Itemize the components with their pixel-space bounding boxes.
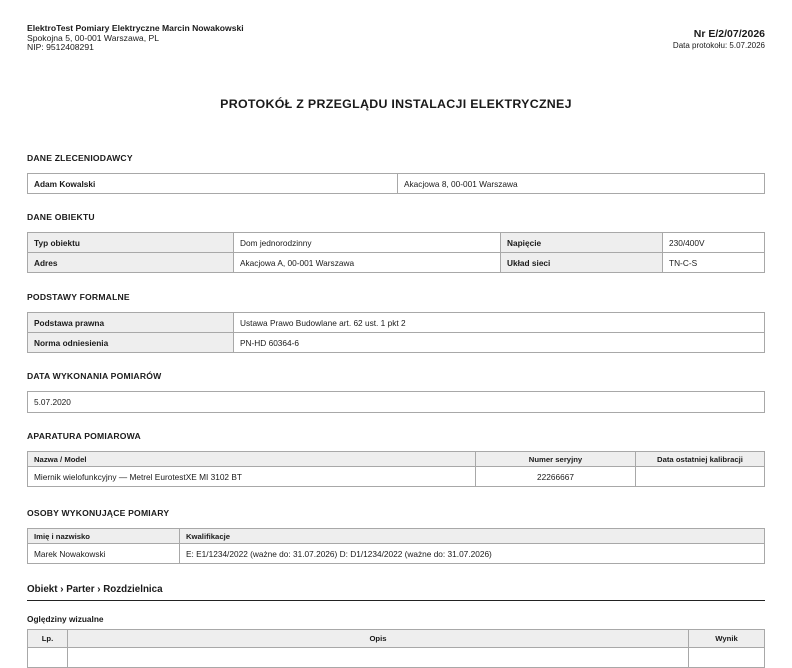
table-row [28,174,765,194]
client-name: Adam Kowalski [28,174,398,194]
col-header-lp: Lp. [28,630,68,648]
table-row [28,648,765,668]
object-type-label: Typ obiektu [28,233,234,253]
persons-table [27,528,765,564]
table-row [28,253,765,273]
table-header-row [28,452,765,467]
measure-date-value: 5.07.2020 [28,392,765,413]
object-address-label: Adres [28,253,234,273]
inspection-table [27,629,765,668]
table-header-row [28,630,765,648]
col-header-qualifications: Kwalifikacje [180,529,765,544]
table-cell [68,648,689,668]
network-value: TN-C-S [663,253,765,273]
document-number: Nr E/2/07/2026 [693,28,765,40]
table-header-row [28,529,765,544]
voltage-value: 230/400V [663,233,765,253]
person-name: Marek Nowakowski [28,544,180,564]
section-heading-formal: PODSTAWY FORMALNE [27,292,130,302]
company-address: Spokojna 5, 00-001 Warszawa, PL [27,32,160,43]
page-title: PROTOKÓŁ Z PRZEGLĄDU INSTALACJI ELEKTRYCZNEJ [220,97,572,111]
object-table [27,232,765,273]
equipment-serial: 22266667 [476,467,636,487]
col-header-name: Nazwa / Model [28,452,476,467]
equipment-name: Miernik wielofunkcyjny — Metrel EurotestXE MI 3102 BT [28,467,476,487]
legal-basis-label: Podstawa prawna [28,313,234,333]
table-row [28,392,765,413]
section-heading-object: DANE OBIEKTU [27,212,95,222]
object-address-value: Akacjowa A, 00-001 Warszawa [234,253,501,273]
company-name: ElektroTest Pomiary Elektryczne Marcin Nowakowski [27,23,244,33]
voltage-label: Napięcie [501,233,663,253]
table-cell [28,648,68,668]
section-heading-client: DANE ZLECENIODAWCY [27,153,133,163]
equipment-calibration [636,467,765,487]
section-heading-equipment: APARATURA POMIAROWA [27,431,141,441]
col-header-serial: Numer seryjny [476,452,636,467]
network-label: Układ sieci [501,253,663,273]
divider [27,600,765,601]
client-table [27,173,765,194]
col-header-desc: Opis [68,630,689,648]
legal-basis-value: Ustawa Prawo Budowlane art. 62 ust. 1 pkt 2 [234,313,765,333]
col-header-person-name: Imię i nazwisko [28,529,180,544]
norm-label: Norma odniesienia [28,333,234,353]
object-type-value: Dom jednorodzinny [234,233,501,253]
table-row [28,313,765,333]
section-heading-measure-date: DATA WYKONANIA POMIARÓW [27,371,162,381]
col-header-result: Wynik [689,630,765,648]
table-row [28,544,765,564]
location-breadcrumb: Obiekt › Parter › Rozdzielnica [27,584,163,595]
document-date: Data protokołu: 5.07.2026 [672,41,765,50]
company-header [27,24,244,53]
table-row [28,233,765,253]
table-row [28,333,765,353]
table-row [28,467,765,487]
subsection-title: Oględziny wizualne [27,614,104,624]
person-qualifications: E: E1/1234/2022 (ważne do: 31.07.2026) D: D1/1234/2022 (ważne do: 31.07.2026) [180,544,765,564]
equipment-table [27,451,765,487]
section-heading-persons: OSOBY WYKONUJĄCE POMIARY [27,508,170,518]
table-cell [689,648,765,668]
company-nip: NIP: 9512408291 [27,42,94,53]
client-address: Akacjowa 8, 00-001 Warszawa [398,174,765,194]
document-info [673,28,765,50]
formal-table [27,312,765,353]
col-header-calibration: Data ostatniej kalibracji [636,452,765,467]
norm-value: PN-HD 60364-6 [234,333,765,353]
measure-date-table [27,391,765,413]
